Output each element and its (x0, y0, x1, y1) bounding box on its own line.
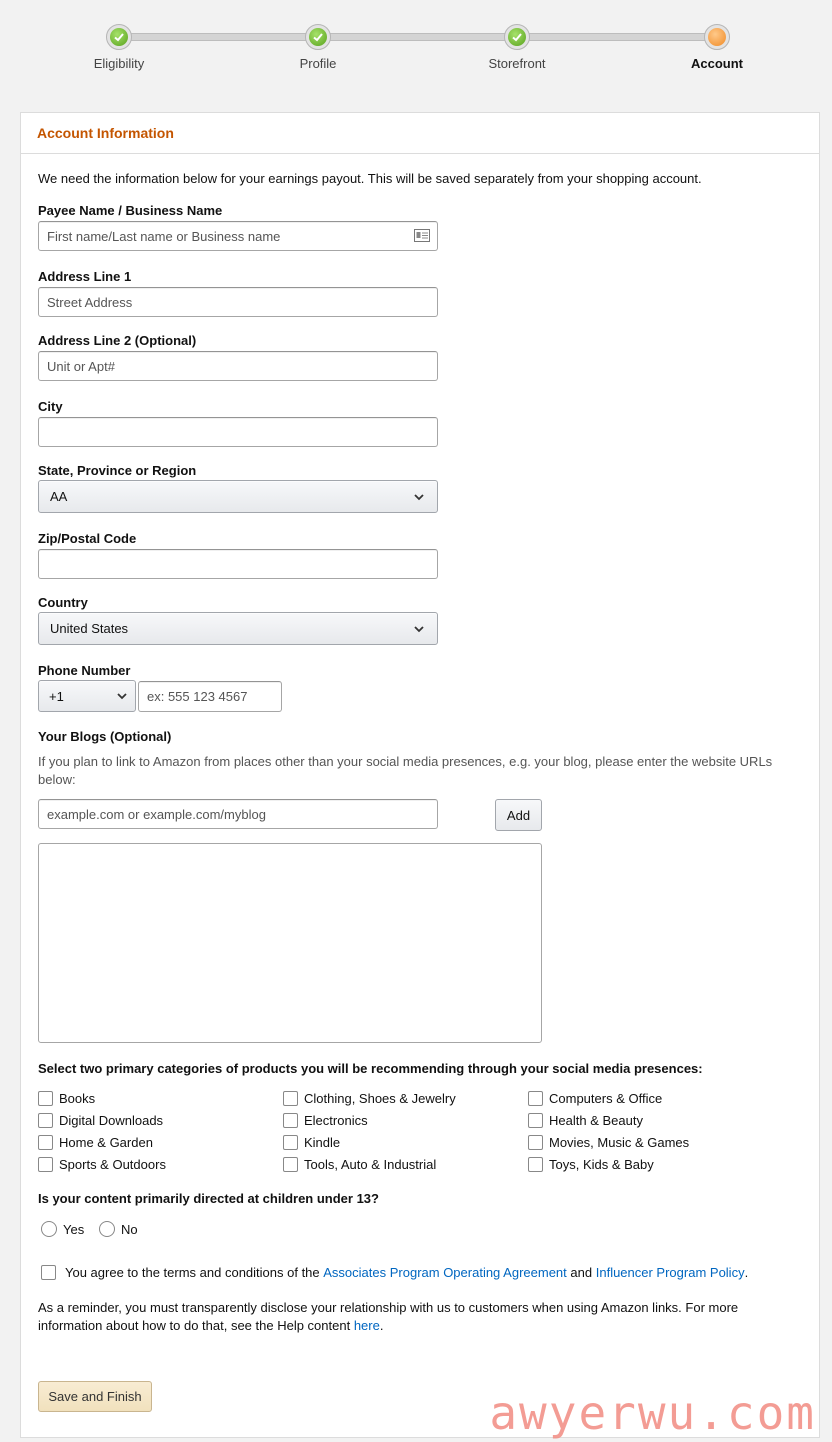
chevron-down-icon (412, 490, 426, 504)
yes-label: Yes (63, 1221, 85, 1237)
address2-input[interactable] (38, 351, 438, 381)
zip-label: Zip/Postal Code (38, 531, 137, 546)
progress-track (119, 33, 717, 41)
state-selected-value: AA (50, 489, 68, 504)
payee-label: Payee Name / Business Name (38, 203, 223, 218)
category-option[interactable] (528, 1131, 689, 1153)
step-account (657, 24, 777, 71)
step-label: Storefront (488, 56, 546, 71)
category-option[interactable] (38, 1131, 166, 1153)
phone-number-input[interactable] (138, 681, 282, 712)
chevron-down-icon (412, 622, 426, 636)
category-label: Home & Garden (59, 1134, 153, 1150)
agreement-checkbox[interactable] (41, 1265, 56, 1280)
category-label: Clothing, Shoes & Jewelry (304, 1090, 456, 1106)
agreement-prefix: You agree to the terms and conditions of the (65, 1264, 320, 1280)
category-checkbox[interactable] (38, 1091, 53, 1106)
phone-label: Phone Number (38, 663, 131, 678)
blogs-label: Your Blogs (Optional) (38, 729, 172, 744)
category-label: Books (59, 1090, 96, 1106)
category-checkbox[interactable] (283, 1135, 298, 1150)
category-option[interactable] (528, 1109, 689, 1131)
checkmark-icon (511, 31, 523, 43)
reminder-suffix: . (379, 1318, 384, 1333)
step-storefront (457, 24, 577, 71)
chevron-down-icon (115, 689, 129, 703)
category-checkbox[interactable] (528, 1135, 543, 1150)
city-label: City (38, 399, 63, 414)
category-label: Electronics (304, 1112, 368, 1128)
address2-label: Address Line 2 (Optional) (38, 333, 197, 348)
category-option[interactable] (283, 1109, 456, 1131)
children-question: Is your content primarily directed at children under 13? (38, 1191, 379, 1206)
agreement-row (41, 1261, 748, 1283)
step-eligibility (59, 24, 179, 71)
progress-steps (0, 0, 832, 90)
categories-question: Select two primary categories of products you will be recommending through your social media presences: (38, 1061, 703, 1076)
step-status-icon (106, 24, 132, 50)
category-checkbox[interactable] (38, 1157, 53, 1172)
help-content-link[interactable]: here (353, 1318, 380, 1333)
category-option[interactable] (38, 1109, 166, 1131)
agreement-suffix: . (744, 1264, 749, 1280)
country-label: Country (38, 595, 88, 610)
no-radio[interactable] (99, 1221, 115, 1237)
category-checkbox[interactable] (283, 1091, 298, 1106)
country-select[interactable] (38, 612, 438, 645)
category-option[interactable] (283, 1131, 456, 1153)
category-label: Health & Beauty (549, 1112, 643, 1128)
category-option[interactable] (38, 1087, 166, 1109)
category-option[interactable] (283, 1153, 456, 1175)
category-checkbox[interactable] (38, 1113, 53, 1128)
blogs-help-text: If you plan to link to Amazon from places other than your social media presences, e.g. your blog, please enter the website URLs below: (38, 754, 773, 787)
reminder-text: As a reminder, you must transparently disclose your relationship with us to customers when using Amazon links. For more information about how to do that, see the Help content (38, 1300, 739, 1333)
checkmark-icon (312, 31, 324, 43)
category-option[interactable] (528, 1153, 689, 1175)
account-information-panel (20, 112, 820, 1438)
category-option[interactable] (283, 1087, 456, 1109)
step-status-icon (504, 24, 530, 50)
city-input[interactable] (38, 417, 438, 447)
agreement-middle: and (570, 1264, 593, 1280)
yes-radio[interactable] (41, 1221, 57, 1237)
add-blog-button[interactable]: Add (495, 799, 542, 831)
step-profile (258, 24, 378, 71)
save-and-finish-button[interactable]: Save and Finish (38, 1381, 152, 1412)
category-checkbox[interactable] (528, 1113, 543, 1128)
country-selected-value: United States (50, 621, 129, 636)
step-status-icon (704, 24, 730, 50)
category-label: Movies, Music & Games (549, 1134, 690, 1150)
blog-url-input[interactable] (38, 799, 438, 829)
category-checkbox[interactable] (528, 1091, 543, 1106)
disclosure-reminder (38, 1299, 778, 1335)
phone-code-value: +1 (49, 688, 64, 704)
category-column-3 (528, 1087, 689, 1175)
category-label: Sports & Outdoors (59, 1156, 166, 1172)
step-status-icon (305, 24, 331, 50)
operating-agreement-link[interactable]: Associates Program Operating Agreement (323, 1264, 567, 1280)
phone-code-select[interactable] (38, 680, 136, 712)
address1-input[interactable] (38, 287, 438, 317)
children-yes-option[interactable] (41, 1218, 84, 1240)
category-option[interactable] (38, 1153, 166, 1175)
category-label: Kindle (304, 1134, 341, 1150)
step-label: Eligibility (93, 56, 145, 71)
step-label: Account (691, 56, 743, 71)
category-label: Toys, Kids & Baby (549, 1156, 654, 1172)
state-select[interactable] (38, 480, 438, 513)
influencer-policy-link[interactable]: Influencer Program Policy (595, 1264, 745, 1280)
panel-title: Account Information (21, 113, 819, 154)
intro-text: We need the information below for your earnings payout. This will be saved separately from your shopping account. (38, 171, 702, 186)
zip-input[interactable] (38, 549, 438, 579)
category-label: Tools, Auto & Industrial (304, 1156, 437, 1172)
step-label: Profile (299, 56, 337, 71)
category-checkbox[interactable] (528, 1157, 543, 1172)
address1-label: Address Line 1 (38, 269, 132, 284)
contact-card-icon[interactable] (414, 229, 430, 242)
category-checkbox[interactable] (283, 1113, 298, 1128)
state-label: State, Province or Region (38, 463, 197, 478)
category-checkbox[interactable] (38, 1135, 53, 1150)
category-label: Digital Downloads (59, 1112, 164, 1128)
category-column-1 (38, 1087, 166, 1175)
children-no-option[interactable] (99, 1218, 138, 1240)
payee-input[interactable] (38, 221, 438, 251)
no-label: No (121, 1221, 138, 1237)
category-column-2 (283, 1087, 456, 1175)
checkmark-icon (113, 31, 125, 43)
watermark-text: awyerwu.com (489, 1386, 816, 1440)
category-label: Computers & Office (549, 1090, 663, 1106)
category-option[interactable] (528, 1087, 689, 1109)
category-checkbox[interactable] (283, 1157, 298, 1172)
blog-list-box[interactable] (38, 843, 542, 1043)
current-step-icon (708, 28, 726, 46)
